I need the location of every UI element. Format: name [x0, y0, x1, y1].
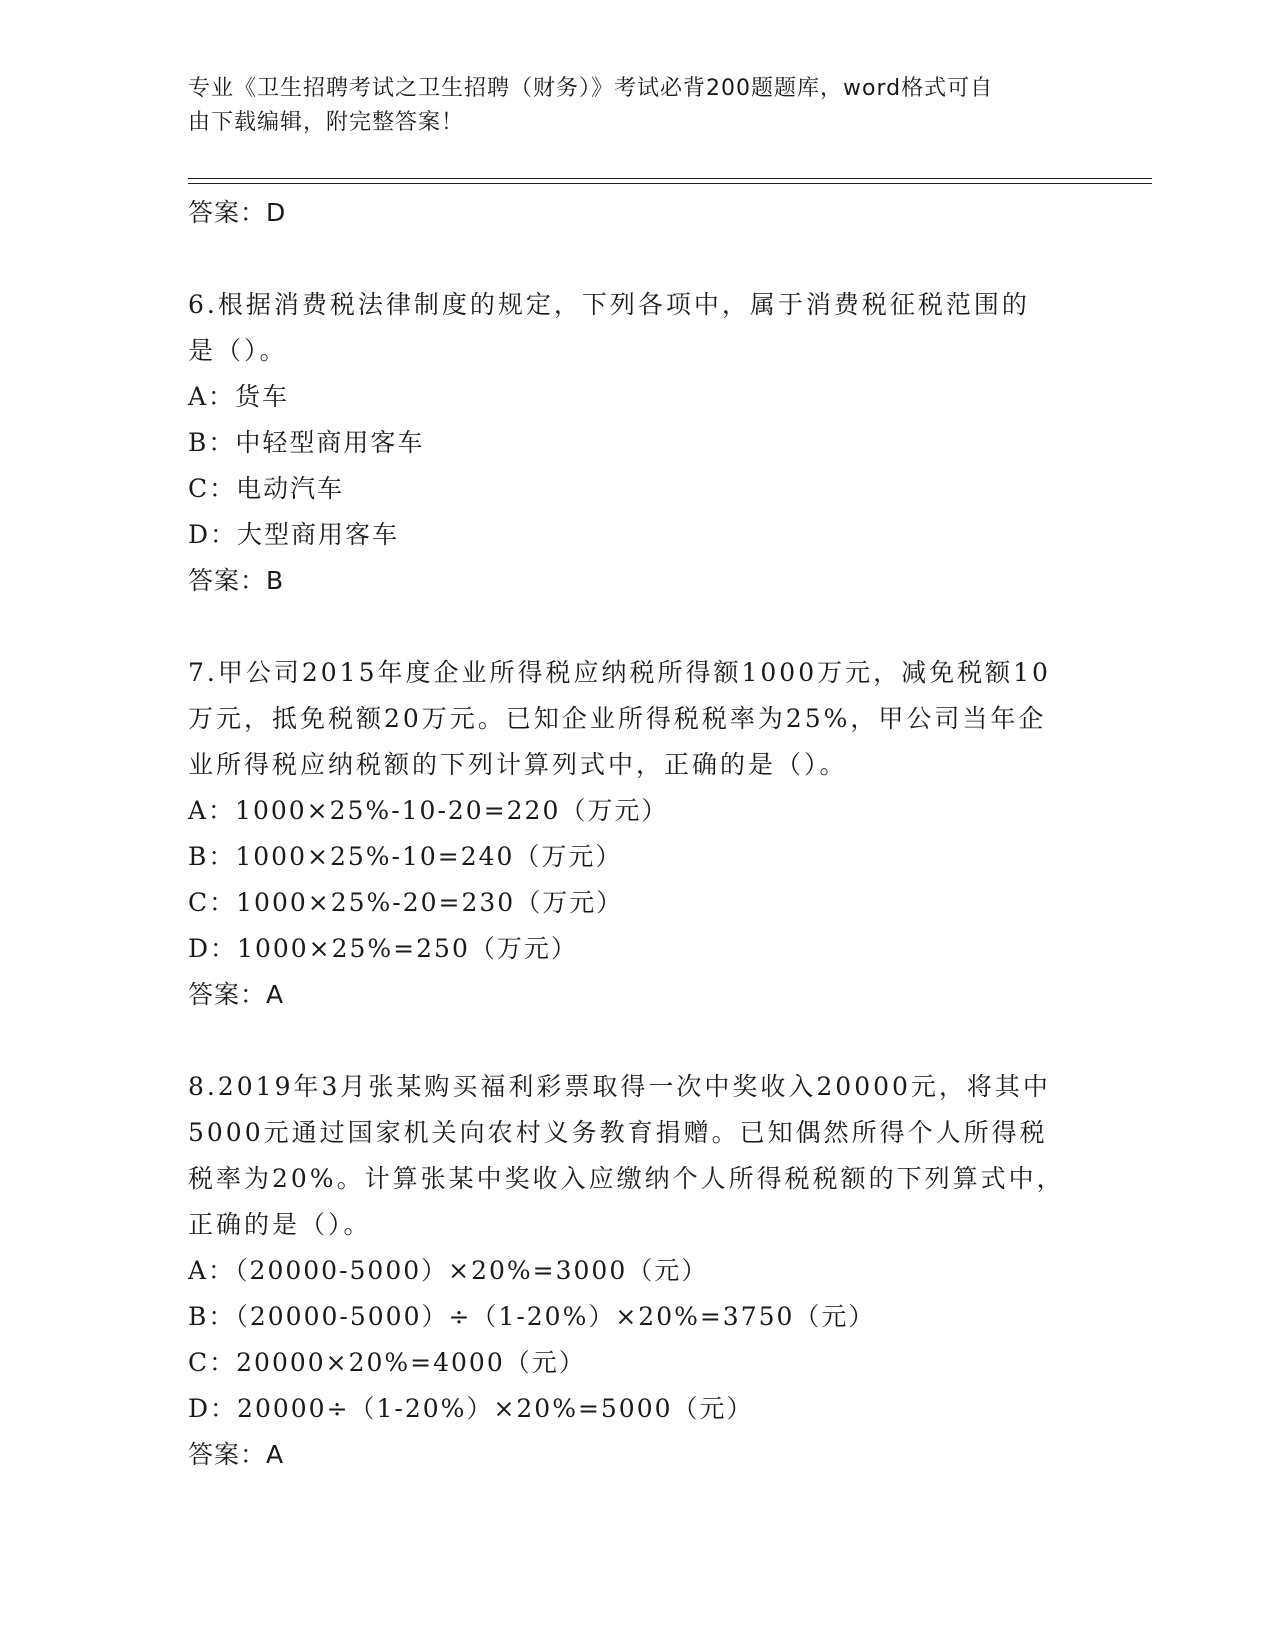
header-line-1: 专业《卫生招聘考试之卫生招聘（财务）》考试必背200题题库，word格式可自 [188, 76, 994, 101]
question-block [188, 1064, 1068, 1478]
option-c: C：1000×25%-20=230（万元） [188, 888, 624, 917]
question-line: 6.根据消费税法律制度的规定，下列各项中，属于消费税征税范围的 [188, 290, 1030, 319]
option-d: D：1000×25%=250（万元） [188, 934, 578, 963]
question-line: 8.2019年3月张某购买福利彩票取得一次中奖收入20000元，将其中 [188, 1072, 1051, 1101]
option-d: D：大型商用客车 [188, 520, 400, 549]
option-d: D：20000÷（1-20%）×20%=5000（元） [188, 1394, 754, 1423]
option-a: A：1000×25%-10-20=220（万元） [188, 796, 669, 825]
question-line: 正确的是（）。 [188, 1210, 372, 1239]
option-c: C：电动汽车 [188, 474, 345, 503]
question-line: 5000元通过国家机关向农村义务教育捐赠。已知偶然所得个人所得税 [188, 1118, 1048, 1147]
option-b: B：（20000-5000）÷（1-20%）×20%=3750（元） [188, 1302, 876, 1331]
document-body [188, 190, 1068, 1478]
header-line-2: 由下载编辑，附完整答案！ [188, 110, 465, 135]
document-header [188, 72, 1068, 140]
option-b: B：中轻型商用客车 [188, 428, 425, 457]
spacer [188, 1018, 1068, 1064]
question-line: 万元，抵免税额20万元。已知企业所得税税率为25%，甲公司当年企 [188, 704, 1047, 733]
option-a: A：（20000-5000）×20%=3000（元） [188, 1256, 709, 1285]
header-divider-bottom [188, 183, 1152, 184]
header-divider-top [188, 178, 1152, 179]
spacer [188, 236, 1068, 282]
question-line: 是（）。 [188, 336, 288, 365]
spacer [188, 604, 1068, 650]
option-b: B：1000×25%-10=240（万元） [188, 842, 623, 871]
question-line: 税率为20%。计算张某中奖收入应缴纳个人所得税税额的下列算式中， [188, 1164, 1065, 1193]
question-block [188, 650, 1068, 1018]
answer-line: 答案：B [188, 566, 285, 595]
option-a: A：货车 [188, 382, 290, 411]
question-block [188, 282, 1068, 604]
answer-line: 答案：A [188, 1440, 285, 1469]
question-line: 7.甲公司2015年度企业所得税应纳税所得额1000万元，减免税额10 [188, 658, 1051, 687]
answer-line: 答案：A [188, 980, 285, 1009]
previous-answer: 答案：D [188, 198, 287, 227]
option-c: C：20000×20%=4000（元） [188, 1348, 586, 1377]
question-line: 业所得税应纳税额的下列计算列式中，正确的是（）。 [188, 750, 848, 779]
